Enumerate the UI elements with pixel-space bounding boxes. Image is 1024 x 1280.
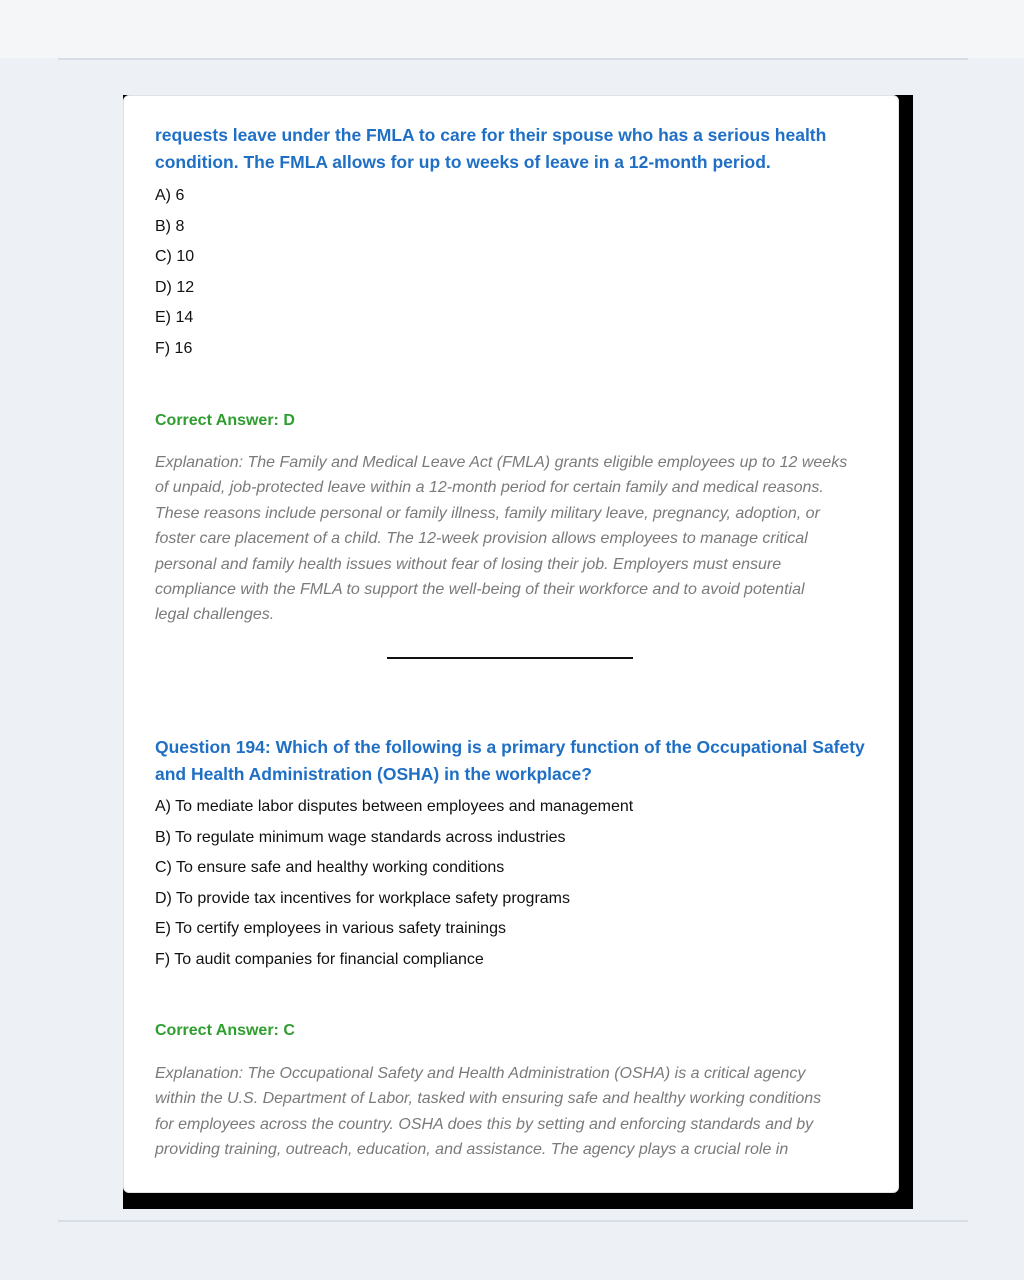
option-item: B) To regulate minimum wage standards across industries	[155, 828, 566, 846]
option-item: A) 6	[155, 187, 185, 204]
section-divider	[387, 657, 633, 659]
option-item: F) 16	[155, 339, 193, 357]
question-2-line-2: and Health Administration (OSHA) in the workplace?	[155, 764, 592, 784]
question-1-options	[155, 186, 875, 359]
option-item: F) To audit companies for financial compliance	[155, 950, 484, 968]
explanation-line: Explanation: The Occupational Safety and Health Administration (OSHA) is a critical agency	[155, 1065, 806, 1082]
correct-answer-1: Correct Answer: D	[155, 412, 295, 429]
explanation-line: of unpaid, job-protected leave within a 12-month period for certain family and medical reasons.	[155, 479, 824, 497]
explanation-block-1	[155, 450, 875, 628]
explanation-line: within the U.S. Department of Labor, tasked with ensuring safe and healthy working conditions	[155, 1090, 822, 1108]
question-2-options	[155, 797, 875, 970]
viewer-top-band	[0, 0, 1024, 58]
option-item: C) 10	[155, 248, 195, 265]
document-page	[123, 95, 899, 1193]
option-item: D) 12	[155, 278, 195, 296]
question-1-line-1: requests leave under the FMLA to care for their spouse who has a serious health	[155, 125, 827, 145]
option-item: C) To ensure safe and healthy working conditions	[155, 859, 505, 876]
question-block-2	[155, 734, 875, 980]
top-separator	[58, 58, 968, 60]
explanation-line: legal challenges.	[155, 606, 275, 624]
option-item: E) 14	[155, 309, 194, 326]
explanation-line: for employees across the country. OSHA does this by setting and enforcing standards and by	[155, 1115, 814, 1133]
option-item: A) To mediate labor disputes between employees and management	[155, 798, 634, 815]
question-block-1	[155, 122, 875, 369]
question-1-line-2: condition. The FMLA allows for up to weeks of leave in a 12-month period.	[155, 152, 771, 172]
question-2-line-1: Question 194: Which of the following is a primary function of the Occupational Safety	[155, 737, 865, 757]
explanation-line: personal and family health issues without fear of losing their job. Employers must ensure	[155, 555, 782, 573]
explanation-line: providing training, outreach, education, and assistance. The agency plays a crucial role in	[155, 1141, 789, 1159]
question-1-text	[155, 122, 875, 176]
option-item: B) 8	[155, 217, 185, 235]
bottom-separator	[58, 1220, 968, 1222]
explanation-line: compliance with the FMLA to support the well-being of their workforce and to avoid potential	[155, 581, 805, 599]
answer-block-2	[155, 1022, 875, 1040]
explanation-block-2	[155, 1061, 875, 1163]
option-item: D) To provide tax incentives for workplace safety programs	[155, 889, 570, 907]
explanation-line: foster care placement of a child. The 12-week provision allows employees to manage critical	[155, 530, 808, 548]
answer-block-1	[155, 412, 875, 430]
explanation-line: Explanation: The Family and Medical Leave Act (FMLA) grants eligible employees up to 12 weeks	[155, 454, 848, 471]
correct-answer-2: Correct Answer: C	[155, 1022, 295, 1039]
question-2-text	[155, 734, 875, 788]
option-item: E) To certify employees in various safety trainings	[155, 920, 506, 937]
explanation-2	[155, 1061, 875, 1163]
explanation-line: These reasons include personal or family illness, family military leave, pregnancy, adoption, or	[155, 504, 820, 522]
explanation-1	[155, 450, 875, 628]
